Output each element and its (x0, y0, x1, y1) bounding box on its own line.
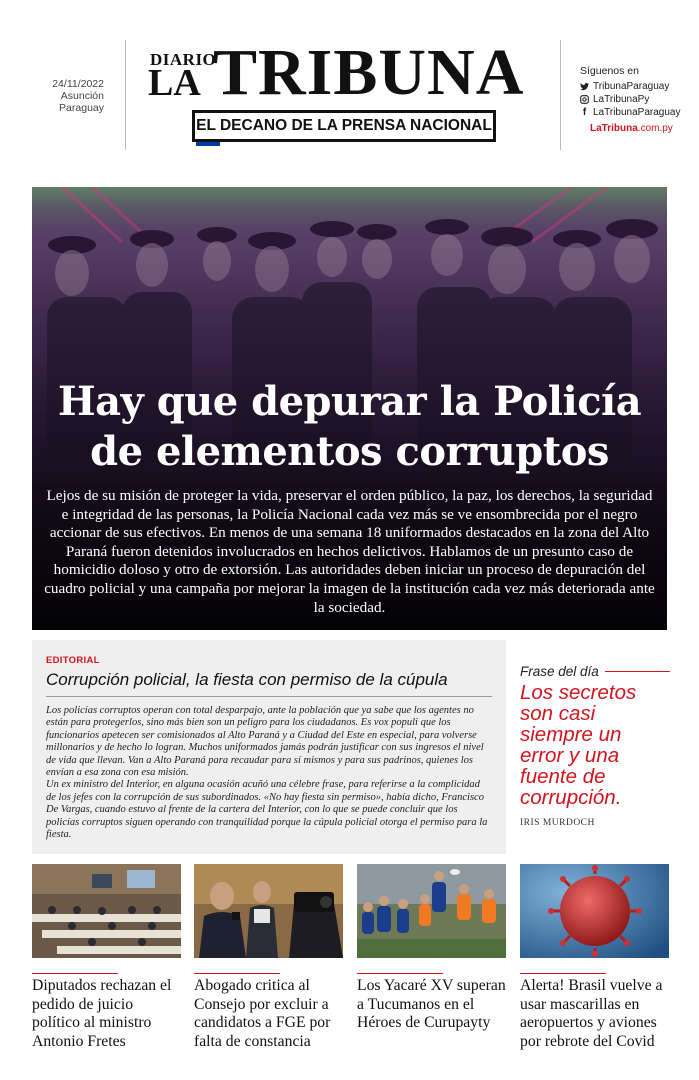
divider-right (560, 40, 561, 150)
masthead (0, 0, 699, 170)
news-rule (357, 973, 443, 974)
site-link[interactable] (590, 122, 680, 135)
news-photo-congress (32, 864, 181, 958)
divider-left (125, 40, 126, 150)
social-title: Síguenos en (580, 65, 639, 77)
news-title: Los Yacaré XV superan a Tucumanos en el Héroes de Curupayty (357, 977, 506, 1031)
country: Paraguay (59, 102, 104, 114)
hero-story[interactable] (32, 187, 667, 630)
editorial-paragraph: Los policías corruptos operan con total desparpajo, ante la población que ya sabe que los agentes no están para protegerlos, sino más bien son un peligro para los ciudadanos. Es vox populi que los funcionarios apetecen ser comisionados al Alto Paraná y a Ciudad del Este en especial, para volverse millonarios y de hecho lo logran. Muchos uniformados jamás podrán justificar con sus ingresos el nivel de vida que llevan. Van a Alto Paraná para recaudar para sí mismos y para sus padrinos, quienes los envían a esa zona con esa misión. (46, 705, 484, 779)
news-photo-lawyer (194, 864, 343, 958)
quote-author: IRIS MURDOCH (520, 818, 595, 828)
facebook-handle: LaTribunaParaguay (593, 107, 681, 118)
news-item[interactable] (32, 864, 181, 1051)
site-name: LaTribuna (590, 123, 638, 134)
news-rule (520, 973, 606, 974)
instagram-icon (580, 95, 589, 104)
editorial-paragraph: Un ex ministro del Interior, en alguna ocasión acuñó una célebre frase, para referirse a la complicidad de los jefes con la corrupción de sus subordinados. «No hay fiesta sin permiso», había dicho, Francisco De Vargas, cuando estuvo al frente de la cartera del Interior, con lo que se puede concluir que los policías corruptos siguen operando con tranquilidad porque la cúpula policial otorga el permiso para la fiesta. (46, 779, 488, 841)
hero-headline-line2: de elementos corruptos (90, 428, 609, 475)
news-item[interactable] (194, 864, 343, 1051)
hero-headline-line1: Hay que depurar la Policía (57, 378, 642, 425)
dateline (40, 78, 104, 114)
twitter-icon (580, 82, 589, 91)
news-title: Diputados rechazan el pedido de juicio político al ministro Antonio Fretes (32, 977, 172, 1050)
news-photo-rugby (357, 864, 506, 958)
news-title: Abogado critica al Consejo por excluir a candidatos a FGE por falta de constancia (194, 977, 331, 1050)
social-instagram[interactable] (580, 93, 680, 106)
twitter-handle: TribunaParaguay (593, 81, 670, 92)
flag-blue-stripe (196, 142, 220, 146)
quote-of-day (520, 664, 670, 828)
editorial-kicker: EDITORIAL (46, 655, 100, 666)
quote-label: Frase del día (520, 664, 670, 679)
social-links (580, 65, 680, 135)
news-title: Alerta! Brasil vuelve a usar mascarillas en aeropuertos y aviones por rebrote del Covid (520, 977, 663, 1050)
social-facebook[interactable] (580, 106, 680, 119)
tagline: EL DECANO DE LA PRENSA NACIONAL (192, 110, 496, 142)
editorial-title: Corrupción policial, la fiesta con permiso de la cúpula (46, 670, 492, 697)
news-item[interactable] (520, 864, 669, 1051)
brand-tribuna: TRIBUNA (213, 36, 525, 109)
social-twitter[interactable] (580, 80, 680, 93)
quote-text: Los secretos son casi siempre un error y una fuente de corrupción. (520, 681, 637, 809)
news-rule (194, 973, 280, 974)
city: Asunción (60, 90, 104, 102)
news-rule (32, 973, 118, 974)
facebook-icon: f (582, 107, 587, 118)
date: 24/11/2022 (52, 78, 104, 90)
brand-la: LA (148, 62, 201, 104)
news-photo-virus (520, 864, 669, 958)
instagram-handle: LaTribunaPy (593, 94, 650, 105)
site-domain: .com.py (637, 123, 673, 134)
editorial-body (46, 705, 492, 841)
brand-diario: DIARIO (150, 50, 217, 69)
hero-headline (52, 377, 647, 477)
news-item[interactable] (357, 864, 506, 1033)
editorial-box[interactable] (32, 640, 506, 854)
hero-lead: Lejos de su misión de proteger la vida, preservar el orden público, la paz, los derechos, la seguridad e integridad de las personas, la Policía Nacional cada vez más se ve ensombrecida por el negro accionar de sus efectivos. En menos de una semana 18 uniformados destacados en la zona del Alto Paraná fueron detenidos involucrados en hechos delictivos. Hablamos de un presunto caso de homicidio doloso y otro de extorsión. Las autoridades deben iniciar un proceso de depuración del cuadro policial y una campaña por mejorar la imagen de la institución cada vez más deteriorada ante la sociedad. (44, 487, 655, 616)
